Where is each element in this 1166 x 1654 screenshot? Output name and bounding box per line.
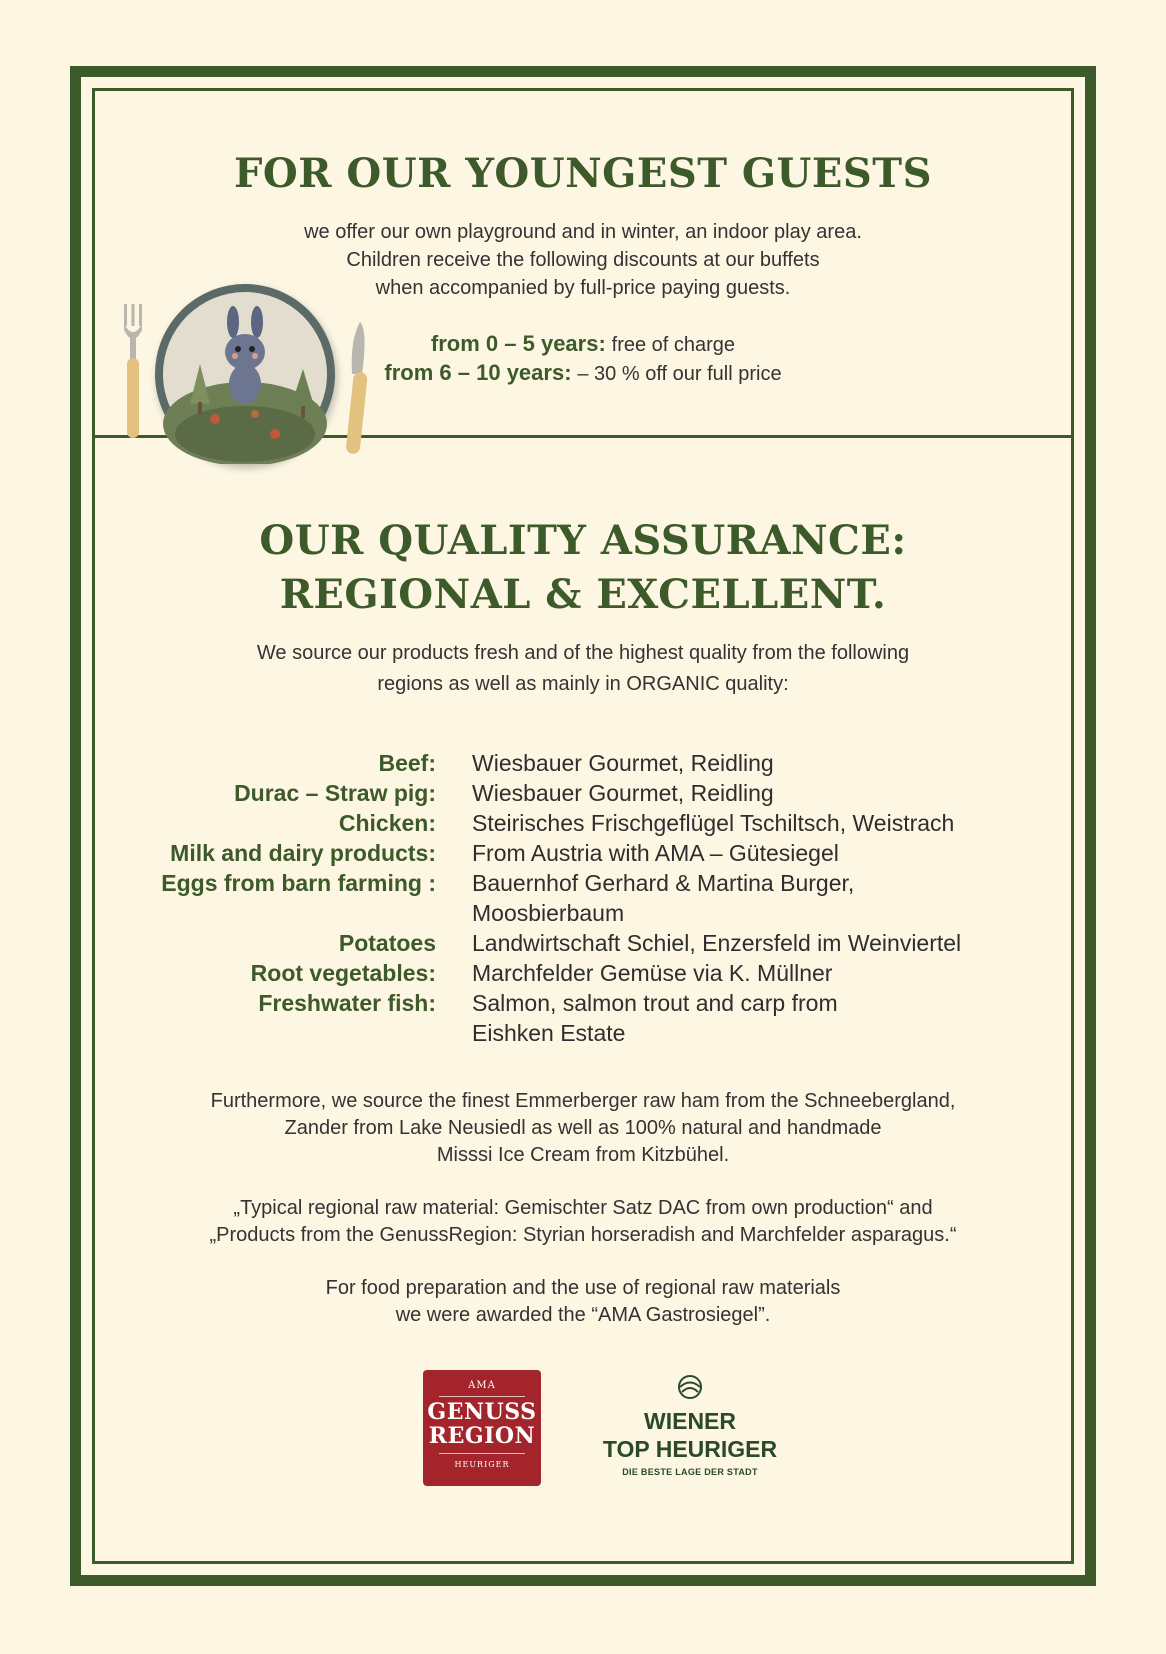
source-value: Moosbierbaum: [472, 900, 625, 926]
intro-line: We source our products fresh and of the highest quality from the following: [256, 642, 910, 664]
age-label: from 6 – 10 years:: [384, 360, 572, 385]
source-row: [0, 1018, 1166, 1048]
source-label: Beef:: [378, 750, 436, 776]
heuriger-line2: TOP HEURIGER: [602, 1436, 778, 1462]
ama-genuss-region-logo: [423, 1370, 541, 1486]
heuriger-tagline: DIE BESTE LAGE DER STADT: [622, 1467, 758, 1477]
source-row: [0, 868, 1166, 898]
ama-logo-line1: GENUSS: [427, 1399, 537, 1425]
source-label: Durac – Straw pig:: [234, 780, 436, 806]
source-value: Landwirtschaft Schiel, Enzersfeld im Weinviertel: [472, 930, 962, 956]
ama-logo-line2: REGION: [428, 1423, 536, 1449]
source-value: Wiesbauer Gourmet, Reidling: [472, 780, 774, 806]
source-label: Potatoes: [338, 930, 436, 956]
intro-line: when accompanied by full-price paying guests.: [375, 277, 791, 299]
ama-logo-bottom: HEURIGER: [454, 1460, 510, 1469]
knife-icon: [340, 320, 370, 455]
further-line: Furthermore, we source the finest Emmerberger raw ham from the Schneebergland,: [210, 1090, 956, 1112]
further-sources: [0, 1088, 1166, 1169]
further-line: Misssi Ice Cream from Kitzbühel.: [436, 1144, 730, 1166]
source-label: Root vegetables:: [250, 960, 436, 986]
typical-line: „Typical regional raw material: Gemischter Satz DAC from own production“ and: [233, 1197, 933, 1219]
source-value: Marchfelder Gemüse via K. Müllner: [472, 960, 833, 986]
bunny-scene-icon: [155, 284, 335, 464]
source-value: Wiesbauer Gourmet, Reidling: [472, 750, 774, 776]
quality-intro: [0, 638, 1166, 700]
source-label: Freshwater fish:: [258, 990, 436, 1016]
source-row: [0, 958, 1166, 988]
source-row: [0, 778, 1166, 808]
source-value: Steirisches Frischgeflügel Tschiltsch, Weistrach: [472, 810, 955, 836]
ama-line: we were awarded the “AMA Gastrosiegel”.: [395, 1304, 771, 1326]
source-label: Milk and dairy products:: [170, 840, 436, 866]
source-value: Eishken Estate: [472, 1020, 626, 1046]
source-row: [0, 898, 1166, 928]
source-row: [0, 808, 1166, 838]
source-label: Eggs from barn farming :: [161, 870, 436, 896]
logo-rule: [439, 1396, 525, 1397]
age-value: – 30 % off our full price: [577, 363, 782, 385]
ama-award: [0, 1275, 1166, 1329]
source-row: [0, 928, 1166, 958]
source-row: [0, 838, 1166, 868]
plate-illustration: [110, 280, 380, 470]
intro-line: we offer our own playground and in winter, an indoor play area.: [304, 221, 862, 243]
quality-title-line: OUR QUALITY ASSURANCE:: [259, 517, 907, 564]
age-label: from 0 – 5 years:: [430, 331, 606, 356]
age-value: free of charge: [611, 334, 736, 356]
source-label: [0, 898, 472, 928]
typical-material: [0, 1195, 1166, 1249]
source-value: From Austria with AMA – Gütesiegel: [472, 840, 839, 866]
source-row: [0, 748, 1166, 778]
ama-logo-top: AMA: [468, 1380, 496, 1391]
ama-line: For food preparation and the use of regional raw materials: [325, 1277, 841, 1299]
source-value: Salmon, salmon trout and carp from: [472, 990, 838, 1016]
quality-title: [0, 514, 1166, 622]
source-label: Chicken:: [338, 810, 436, 836]
youngest-guests-title: FOR OUR YOUNGEST GUESTS: [234, 150, 932, 197]
source-label: [0, 1018, 472, 1048]
intro-line: Children receive the following discounts at our buffets: [346, 249, 820, 271]
sources-list: [0, 748, 1166, 1048]
intro-line: regions as well as mainly in ORGANIC quality:: [377, 673, 789, 695]
wiener-top-heuriger-logo: [590, 1374, 790, 1477]
logo-rule: [439, 1453, 525, 1454]
typical-line: „Products from the GenussRegion: Styrian horseradish and Marchfelder asparagus.“: [209, 1224, 957, 1246]
source-value: Bauernhof Gerhard & Martina Burger,: [472, 870, 855, 896]
plate: [155, 284, 335, 464]
quality-title-line: REGIONAL & EXCELLENT.: [279, 571, 887, 618]
heuriger-line1: WIENER: [644, 1408, 736, 1434]
source-row: [0, 988, 1166, 1018]
fork-icon: [122, 304, 144, 439]
leaf-emblem-icon: [674, 1374, 706, 1400]
further-line: Zander from Lake Neusiedl as well as 100% natural and handmade: [284, 1117, 882, 1139]
